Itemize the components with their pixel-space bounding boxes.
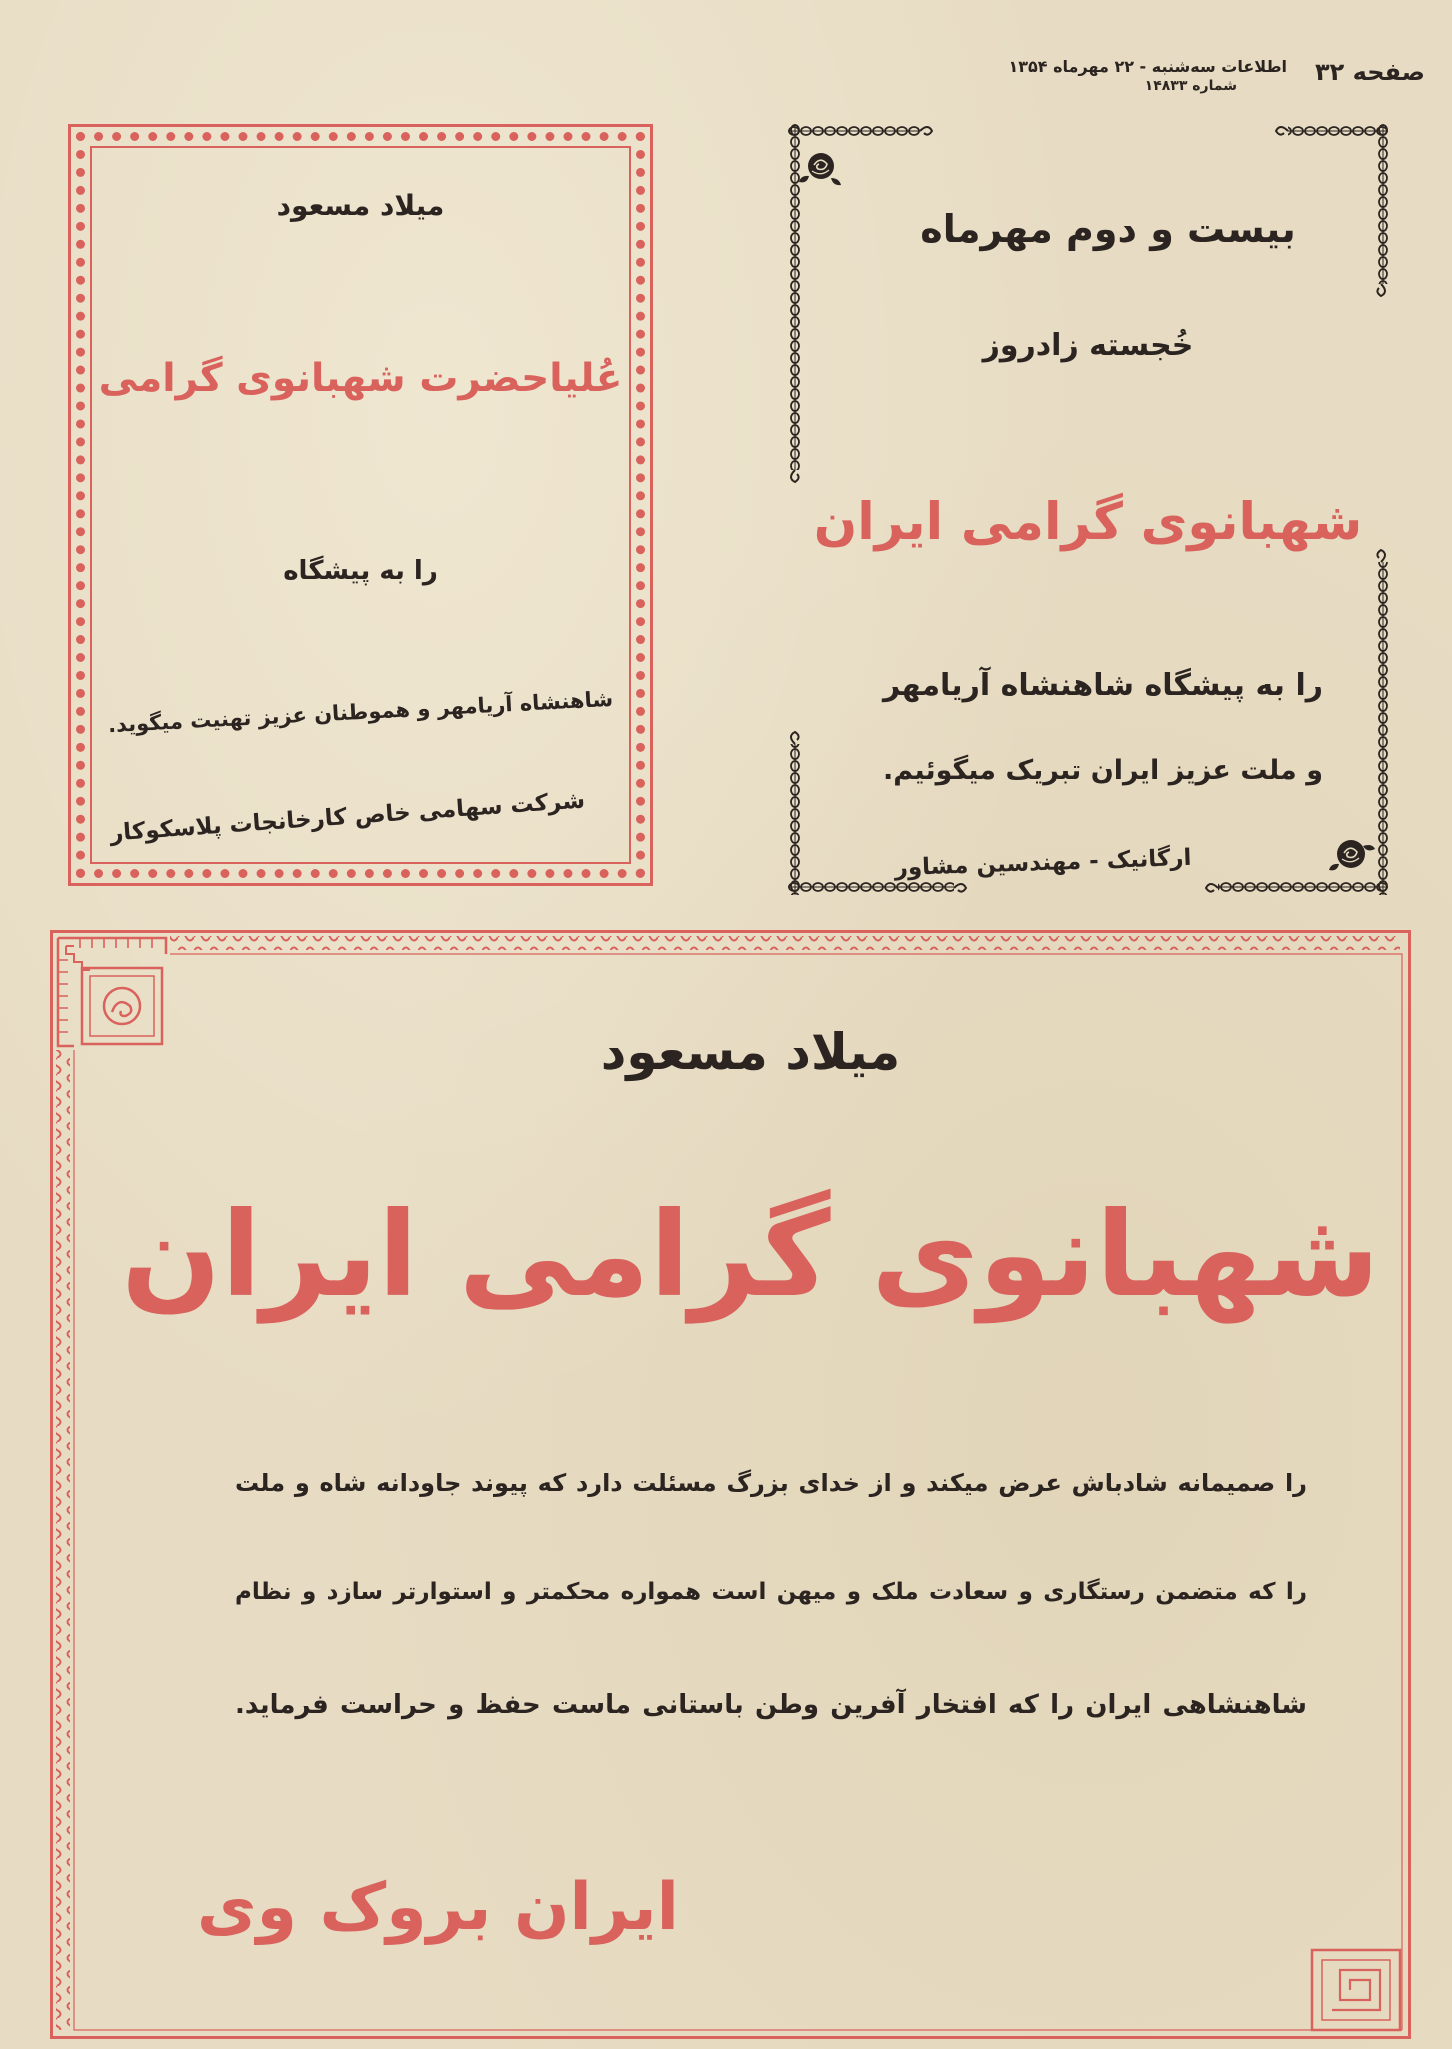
chain-top-right-horizontal bbox=[1288, 124, 1388, 138]
rose-icon bbox=[1329, 840, 1375, 870]
ad-left-line2: شاهنشاه آریامهر و هموطنان عزیز تهنیت میگوید. bbox=[107, 686, 614, 738]
chain-top-right-vertical bbox=[1374, 124, 1388, 284]
ad-bottom-signature: ایران بروک وی bbox=[197, 1870, 679, 1945]
chain-left-lower-vertical bbox=[788, 744, 802, 895]
ad-bottom-body-line: را که متضمن رستگاری و سعادت ملک و میهن است همواره محکمتر و استوارتر سازد و نظام bbox=[235, 1579, 1307, 1605]
ad-bottom-headline: شهبانوی گرامی ایران bbox=[121, 1186, 1380, 1323]
chain-bottom-right-horizontal bbox=[1218, 881, 1388, 895]
ad-left-kicker: میلاد مسعود bbox=[276, 189, 445, 222]
issue-number: شماره ۱۴۸۳۳ bbox=[1144, 78, 1237, 94]
chain-top-left-horizontal bbox=[788, 124, 920, 138]
ad-left-signature: شرکت سهامی خاص کارخانجات پلاسکوکار bbox=[109, 787, 586, 847]
frame-inner-line bbox=[90, 146, 631, 864]
corner-meander-bottom-right-icon bbox=[1312, 1950, 1400, 2030]
ad-bottom-body-line: شاهنشاهی ایران را که افتخار آفرین وطن باستانی ماست حفظ و حراست فرماید. bbox=[235, 1690, 1307, 1720]
issue-date-line: اطلاعات سه‌شنبه - ۲۲ مهرماه ۱۳۵۴ bbox=[1008, 57, 1287, 76]
chain-top-left-vertical bbox=[788, 124, 802, 470]
ad-right-headline: شهبانوی گرامی ایران bbox=[813, 493, 1363, 552]
ad-left-line1: را به پیشگاه bbox=[283, 556, 438, 586]
ad-right-signature: ارگانیک - مهندسین مشاور bbox=[894, 844, 1192, 882]
ad-right-date: بیست و دوم مهرماه bbox=[920, 207, 1296, 251]
ad-bottom-body-line: را صمیمانه شادباش عرض میکند و از خدای بزرگ مسئلت دارد که پیوند جاودانه شاه و ملت bbox=[235, 1469, 1307, 1497]
ad-left-headline: عُلیاحضرت شهبانوی گرامی bbox=[98, 356, 623, 401]
ad-right-line1: را به پیشگاه شاهنشاه آریامهر bbox=[883, 668, 1323, 703]
advert-right bbox=[788, 124, 1388, 895]
advert-left bbox=[68, 124, 653, 886]
rose-icon bbox=[799, 153, 841, 185]
ad-right-kicker: خُجسته زادروز bbox=[982, 328, 1194, 363]
ad-right-line2: و ملت عزیز ایران تبریک میگوئیم. bbox=[883, 755, 1323, 786]
advert-bottom bbox=[50, 930, 1411, 2039]
page-number: صفحه ۳۲ bbox=[1315, 58, 1425, 86]
frame-wave-top bbox=[170, 936, 1400, 950]
frame-wave-left bbox=[56, 1050, 70, 2030]
ad-bottom-kicker: میلاد مسعود bbox=[600, 1023, 901, 1081]
chain-right-lower-vertical bbox=[1374, 562, 1388, 895]
